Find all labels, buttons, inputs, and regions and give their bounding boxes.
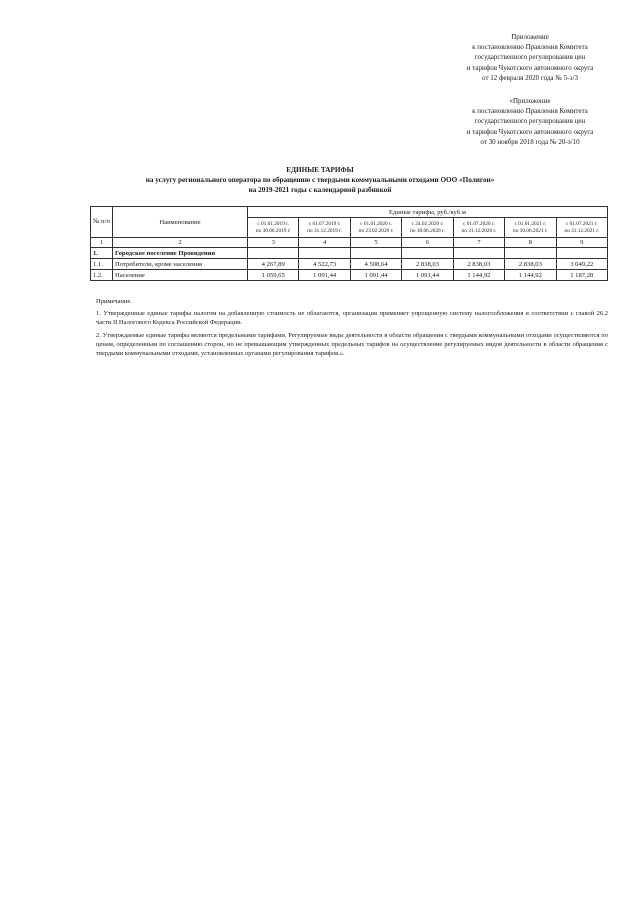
column-index: 3: [248, 238, 299, 248]
tariff-cell: [505, 248, 556, 259]
row-number: 1.: [91, 248, 113, 259]
table-row: [91, 259, 608, 270]
column-index: 6: [402, 238, 453, 248]
column-header-tariffs: Единые тарифы, руб./куб.м: [248, 207, 608, 218]
table-row-settlement: [91, 248, 608, 259]
notes-section: [96, 297, 608, 362]
tariff-cell: [556, 248, 607, 259]
period-header: с 24.02.2020 г. по 30.06.2020 г.: [402, 218, 453, 238]
tariffs-table: [90, 206, 608, 281]
period-header: с 01.07.2019 г. по 31.12.2019 г.: [299, 218, 350, 238]
tariff-cell: [402, 248, 453, 259]
row-number: 1.1.: [91, 259, 113, 270]
title-period: на 2019-2021 годы с календарной разбивкой: [248, 186, 392, 194]
period-header: с 01.01.2021 г. по 30.06.2021 г.: [505, 218, 556, 238]
tariff-cell: 2 838,03: [453, 259, 504, 270]
appendix-header-original: [430, 96, 630, 147]
period-header: с 01.01.2020 г. по 23.02.2020 г.: [350, 218, 401, 238]
tariff-cell: [248, 248, 299, 259]
row-name: Потребители, кроме населения: [113, 259, 248, 270]
table-row: [91, 270, 608, 281]
appendix-line: государственного регулирования цен: [474, 53, 586, 62]
appendix-line: и тарифов Чукотского автономного округа: [466, 63, 594, 72]
tariff-cell: 1 144,92: [505, 270, 556, 281]
tariff-cell: 1 059,65: [248, 270, 299, 281]
column-index-row: [91, 238, 608, 248]
tariff-cell: 4 508,64: [350, 259, 401, 270]
period-header: с 01.07.2020 г. по 31.12.2020 г.: [453, 218, 504, 238]
period-header: с 01.07.2021 г. по 31.12.2021 г.: [556, 218, 607, 238]
tariff-cell: [299, 248, 350, 259]
tariff-cell: 4 267,89: [248, 259, 299, 270]
column-index: 7: [453, 238, 504, 248]
appendix-line: от 12 февраля 2020 года № 5-э/3: [482, 73, 578, 82]
row-number: 1.2.: [91, 270, 113, 281]
tariff-cell: 2 838,03: [402, 259, 453, 270]
tariff-cell: 1 091,44: [402, 270, 453, 281]
tariff-cell: 3 049,22: [556, 259, 607, 270]
appendix-line: и тарифов Чукотского автономного округа: [466, 127, 594, 136]
appendix-header-current: [430, 32, 630, 83]
tariff-cell: 1 091,44: [350, 270, 401, 281]
column-index: 8: [505, 238, 556, 248]
appendix-line: от 30 ноября 2018 года № 20-э/10: [480, 137, 580, 146]
appendix-line: государственного регулирования цен: [474, 117, 586, 126]
column-header-name: Наименование: [113, 207, 248, 238]
tariff-cell: 1 187,28: [556, 270, 607, 281]
row-name: Население: [113, 270, 248, 281]
note-item: 1. Утвержденные единые тарифы налогом на добавленную стоимость не облагаются, организация применяет упрощенную систему налогообложения в соответствии с главой 26.2 части II Налогового Кодекса Российской Федерации.: [96, 310, 608, 326]
column-index: 9: [556, 238, 607, 248]
tariff-cell: 2 838,03: [505, 259, 556, 270]
column-index: 5: [350, 238, 401, 248]
appendix-line: к постановлению Правления Комитета: [472, 43, 588, 52]
column-index: 1: [91, 238, 113, 248]
appendix-line: «Приложение: [509, 97, 551, 105]
notes-heading: Примечание.: [96, 298, 132, 305]
tariff-cell: [453, 248, 504, 259]
row-name: Городское поселение Провидения: [113, 248, 248, 259]
tariff-cell: [350, 248, 401, 259]
title-main: ЕДИНЫЕ ТАРИФЫ: [286, 166, 354, 174]
column-index: 4: [299, 238, 350, 248]
document-title: [0, 165, 640, 195]
appendix-line: Приложение: [511, 33, 549, 41]
tariff-cell: 4 522,73: [299, 259, 350, 270]
column-header-number: № п/п: [91, 207, 113, 238]
tariff-cell: 1 091,44: [299, 270, 350, 281]
note-item: 2. Утверждаемые единые тарифы являются предельными тарифами. Регулируемые виды деятельности в области обращения с твердыми коммунальными отходами осуществляются по ценам, определенным по соглашению сторон, но не превышающим утвержденных предельных тарифов на осуществление регулируемых видов деятельности в области обращения с твердыми коммунальными отходами, установленных органами регулирования тарифов.».: [96, 332, 608, 357]
tariff-cell: 1 144,92: [453, 270, 504, 281]
title-subtitle: на услугу регионального оператора по обращению с твердыми коммунальными отходами ООО «Полигон»: [145, 176, 495, 184]
column-index: 2: [113, 238, 248, 248]
period-header: с 01.01.2019 г. по 30.06.2019 г.: [248, 218, 299, 238]
appendix-line: к постановлению Правления Комитета: [472, 107, 588, 116]
